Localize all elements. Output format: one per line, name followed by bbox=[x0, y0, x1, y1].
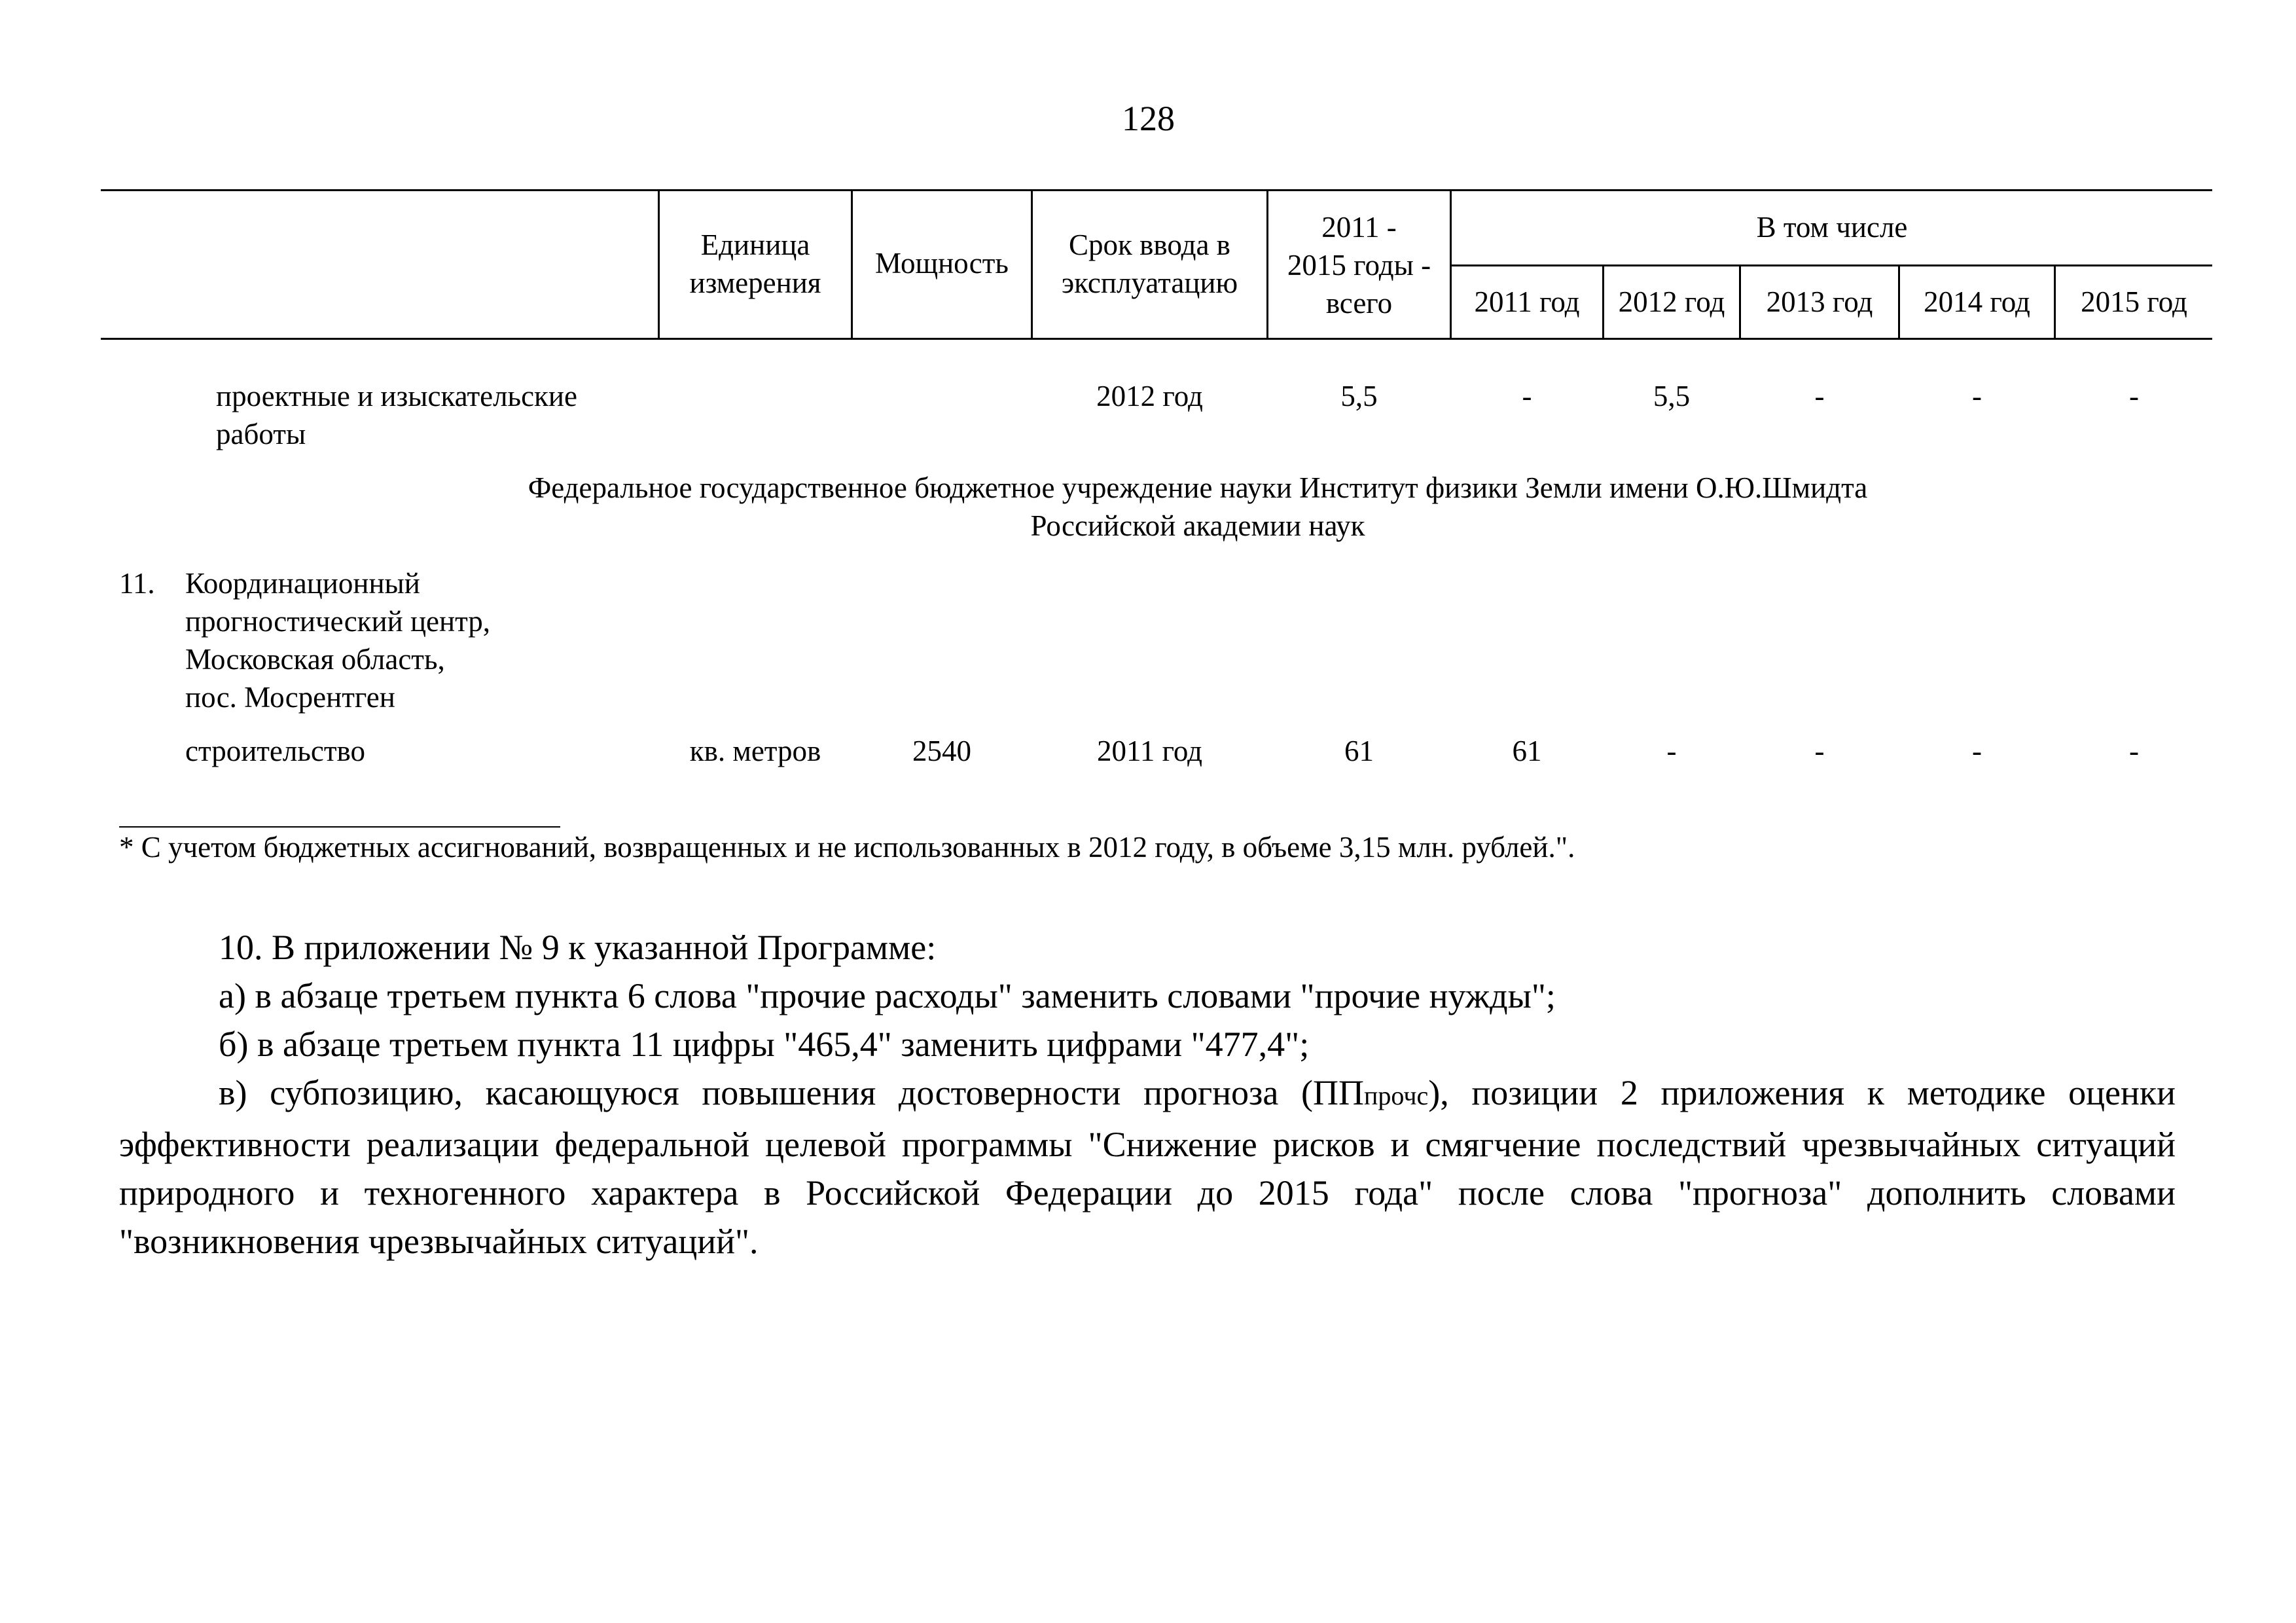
paragraph bbox=[119, 1068, 2176, 1266]
header-year-2014: 2014 год bbox=[1924, 285, 2030, 318]
item-name-line: прогностический центр, bbox=[185, 605, 491, 638]
header-total-line: всего bbox=[1325, 287, 1393, 319]
header-unit-line: Единица bbox=[700, 228, 810, 261]
header-capacity: Мощность bbox=[875, 247, 1009, 280]
row-name: строительство bbox=[185, 735, 365, 767]
header-total-line: 2011 - bbox=[1321, 211, 1397, 244]
header-commissioning-line: Срок ввода в bbox=[1069, 228, 1230, 261]
header-commissioning bbox=[1033, 226, 1266, 302]
row-year-value: - bbox=[1666, 735, 1677, 767]
row-commissioning: 2012 год bbox=[1096, 380, 1203, 412]
footnote-rule bbox=[119, 826, 560, 828]
header-bottom-rule bbox=[101, 338, 2212, 340]
page-number: 128 bbox=[1122, 99, 1175, 138]
header-including: В том числе bbox=[1756, 211, 1908, 244]
header-unit-line: измерения bbox=[689, 266, 821, 299]
paragraph-text: в) субпозицию, касающуюся повышения достоверности прогноза (ПП bbox=[219, 1073, 1364, 1112]
organization-heading bbox=[98, 469, 2296, 545]
item-number: 11. bbox=[119, 567, 155, 600]
paragraph-text: ), позиции 2 приложения к методике оценки эффективности реализации федеральной целевой программы "Снижение рисков и смягчение последствий чрезвычайных ситуаций природного и техногенного характера в Российской Федерации до 2015 года" после слова "прогноза" дополнить словами "возникновения чрезвычайных ситуаций". bbox=[119, 1073, 2176, 1261]
footnote: * С учетом бюджетных ассигнований, возвращенных и не использованных в 2012 году, в объеме 3,15 млн. рублей.". bbox=[119, 831, 1575, 864]
row-year-value: 61 bbox=[1512, 735, 1542, 767]
organization-line: Федеральное государственное бюджетное учреждение науки Институт физики Земли имени О.Ю.Шмидта bbox=[528, 471, 1868, 504]
row-year-value: - bbox=[2129, 380, 2139, 412]
row-total: 5,5 bbox=[1340, 380, 1378, 412]
header-total-line: 2015 годы - bbox=[1287, 249, 1431, 282]
subscript-abbreviation: прочс bbox=[1363, 1081, 1429, 1110]
row-capacity: 2540 bbox=[912, 735, 971, 767]
paragraph: 10. В приложении № 9 к указанной Программе: bbox=[219, 928, 937, 967]
row-name bbox=[216, 377, 577, 453]
row-year-value: - bbox=[1972, 380, 1982, 412]
row-name-line: работы bbox=[216, 418, 306, 450]
item-name-line: пос. Мосрентген bbox=[185, 681, 395, 714]
item-name-line: Московская область, bbox=[185, 643, 445, 676]
header-year-2012: 2012 год bbox=[1618, 285, 1725, 318]
paragraph: б) в абзаце третьем пункта 11 цифры "465,4" заменить цифрами "477,4"; bbox=[219, 1025, 1310, 1064]
header-year-2015: 2015 год bbox=[2081, 285, 2187, 318]
header-commissioning-line: эксплуатацию bbox=[1061, 266, 1238, 299]
row-year-value: - bbox=[1814, 380, 1825, 412]
header-top-rule bbox=[101, 189, 2212, 191]
header-year-2011: 2011 год bbox=[1474, 285, 1580, 318]
amendment-text bbox=[119, 923, 2176, 1266]
row-commissioning: 2011 год bbox=[1096, 735, 1202, 767]
organization-line: Российской академии наук bbox=[1030, 509, 1365, 542]
row-year-value: - bbox=[1814, 735, 1825, 767]
item-name bbox=[185, 564, 490, 716]
paragraph: а) в абзаце третьем пункта 6 слова "прочие расходы" заменить словами "прочие нужды"; bbox=[219, 976, 1556, 1015]
header-total bbox=[1268, 208, 1450, 322]
row-total: 61 bbox=[1344, 735, 1374, 767]
item-name-line: Координационный bbox=[185, 567, 420, 600]
row-year-value: - bbox=[1522, 380, 1532, 412]
row-year-value: - bbox=[1972, 735, 1982, 767]
header-unit bbox=[660, 226, 851, 302]
row-year-value: - bbox=[2129, 735, 2139, 767]
header-mid-rule bbox=[1452, 264, 2212, 266]
row-year-value: 5,5 bbox=[1653, 380, 1691, 412]
header-year-2013: 2013 год bbox=[1766, 285, 1873, 318]
row-name-line: проектные и изыскательские bbox=[216, 380, 577, 412]
row-unit: кв. метров bbox=[689, 735, 821, 767]
